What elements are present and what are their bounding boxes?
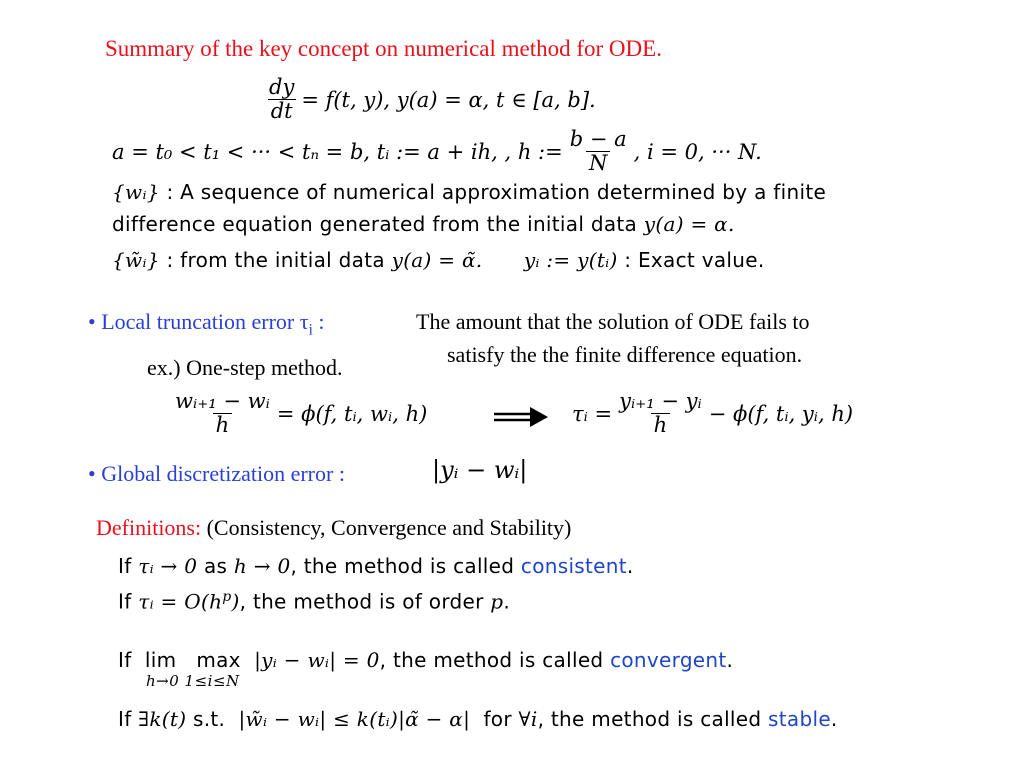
def-consistent bbox=[118, 554, 634, 578]
math: τᵢ = O(h bbox=[138, 589, 223, 614]
slide-title: Summary of the key concept on numerical method for ODE. bbox=[105, 36, 662, 61]
text: , the method is called bbox=[379, 648, 611, 672]
keyword-consistent: consistent bbox=[520, 554, 627, 578]
wi-text: : A sequence of numerical approximation determined by a finite bbox=[159, 180, 827, 204]
exact-quotient bbox=[616, 390, 705, 437]
wi-definition-cont bbox=[112, 212, 735, 236]
order-exponent: p bbox=[222, 589, 232, 605]
text: , the method is called bbox=[290, 554, 521, 578]
text: . bbox=[830, 707, 838, 731]
text: for bbox=[470, 707, 519, 731]
bullet-dot: • bbox=[88, 461, 96, 486]
text: , the method is called bbox=[537, 707, 769, 731]
def-convergent bbox=[118, 648, 733, 672]
tau-subscript: i bbox=[308, 321, 313, 339]
local-truncation-desc2: satisfy the the finite difference equation. bbox=[447, 342, 803, 367]
math: τᵢ → 0 bbox=[138, 554, 198, 578]
math: h → 0 bbox=[233, 554, 291, 578]
grid-definition bbox=[112, 128, 762, 175]
implies-arrow-icon bbox=[494, 406, 550, 430]
frac-numerator: wᵢ₊₁ − wᵢ bbox=[175, 389, 270, 413]
frac-numerator: b − a bbox=[569, 127, 627, 151]
grid-tail: , i = 0, ··· N. bbox=[633, 139, 762, 164]
frac-numerator: dy bbox=[269, 75, 295, 99]
tau-lhs: τᵢ = bbox=[572, 401, 613, 426]
text: . bbox=[726, 648, 734, 672]
initial-data-math: y(a) = α. bbox=[643, 212, 735, 236]
one-step-example: ex.) One-step method. bbox=[147, 355, 343, 380]
global-error-expr: |yᵢ − wᵢ| bbox=[432, 456, 528, 484]
def-order bbox=[118, 589, 510, 614]
global-error-label: Global discretization error : bbox=[101, 461, 345, 486]
math: |yᵢ − wᵢ| = 0 bbox=[254, 648, 380, 672]
local-truncation-desc1: The amount that the solution of ODE fails to bbox=[416, 309, 810, 334]
math: ) bbox=[231, 589, 240, 614]
frac-denominator: N bbox=[586, 151, 610, 175]
local-truncation-label: Local truncation error τ bbox=[101, 309, 309, 334]
text: . bbox=[626, 554, 634, 578]
wi-text2: difference equation generated from the initial data bbox=[112, 212, 644, 236]
frac-denominator: h bbox=[651, 413, 671, 437]
frac-numerator: yᵢ₊₁ − yᵢ bbox=[619, 389, 702, 413]
wtilde-math: y(a) = α̃. bbox=[391, 248, 483, 272]
text: as bbox=[197, 554, 234, 578]
keyword-convergent: convergent bbox=[610, 648, 727, 672]
tau-rhs: − ϕ(f, tᵢ, yᵢ, h) bbox=[708, 401, 854, 426]
label-colon: : bbox=[312, 309, 325, 334]
text: If bbox=[118, 707, 139, 731]
text: . bbox=[503, 589, 511, 614]
one-step-equation bbox=[168, 390, 427, 437]
wtilde-symbol: {w̃ᵢ} bbox=[112, 248, 160, 272]
exact-value-text: : Exact value. bbox=[617, 248, 765, 272]
exact-value-math: yᵢ := y(tᵢ) bbox=[523, 248, 618, 272]
tau-equation bbox=[572, 390, 853, 437]
math: |w̃ᵢ − wᵢ| ≤ k(tᵢ)|α̃ − α| bbox=[238, 707, 471, 731]
text: If bbox=[118, 589, 139, 614]
wtilde-text: : from the initial data bbox=[159, 248, 392, 272]
step-fraction bbox=[567, 128, 630, 175]
ode-rest: = f(t, y), y(a) = α, t ∈ [a, b]. bbox=[301, 87, 596, 112]
wi-definition bbox=[112, 180, 826, 204]
frac-denominator: h bbox=[213, 413, 233, 437]
limit-subscripts: h→0 1≤i≤N bbox=[146, 672, 240, 690]
ode-equation bbox=[262, 76, 596, 123]
keyword-stable: stable bbox=[768, 707, 831, 731]
definitions-paren: (Consistency, Convergence and Stability) bbox=[206, 515, 572, 540]
grid-partition: a = t₀ < t₁ < ··· < tₙ = b, tᵢ := a + ih, , h := bbox=[112, 139, 563, 164]
bullet-dot: • bbox=[88, 309, 96, 334]
math: ∀i bbox=[518, 707, 538, 731]
difference-quotient bbox=[172, 390, 273, 437]
frac-denominator: dt bbox=[268, 99, 296, 123]
definitions-header bbox=[96, 515, 571, 541]
global-error-bullet bbox=[88, 461, 345, 487]
wtilde-definition bbox=[112, 248, 765, 272]
math: ∃k(t) bbox=[138, 707, 187, 731]
dy-dt-fraction bbox=[266, 76, 297, 123]
wi-symbol: {wᵢ} bbox=[112, 180, 160, 204]
math: p bbox=[490, 589, 504, 614]
text: If lim max bbox=[118, 648, 255, 672]
definitions-label: Definitions: bbox=[96, 515, 202, 540]
def-stable bbox=[118, 707, 838, 731]
text: , the method is of order bbox=[239, 589, 491, 614]
one-step-rhs: = ϕ(f, tᵢ, wᵢ, h) bbox=[276, 401, 428, 426]
local-truncation-bullet bbox=[88, 309, 324, 339]
text: If bbox=[118, 554, 139, 578]
text: s.t. bbox=[186, 707, 239, 731]
